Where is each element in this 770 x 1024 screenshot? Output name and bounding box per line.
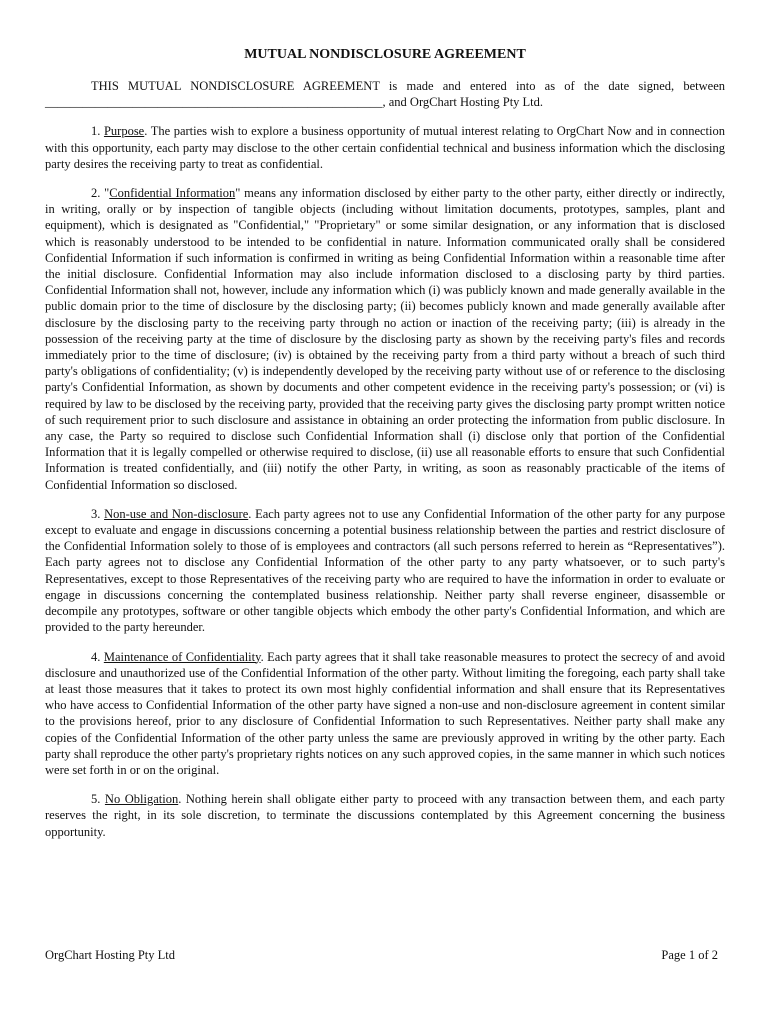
- footer-company: OrgChart Hosting Pty Ltd: [45, 948, 175, 962]
- section-body: . Each party agrees that it shall take reasonable measures to protect the secrecy of and avoid disclosure and unauthorized use of the Confidential Information of the other party. Without limiting the foregoing, each party shall take at least those measures that it takes to protect its own most highly confidential information and shall ensure that its Representatives who have access to Confidential Information of the other party have signed a non-use and non-disclosure agreement in content similar to the provisions hereof, prior to any disclosure of Confidential Information to such Representatives. Neither party shall make any copies of the Confidential Information of the other party unless the same are previously approved in writing by the other party. Each party shall reproduce the other party's proprietary rights notices on any such approved copies, in the same manner in which such notices were set forth in or on the original.: [45, 649, 725, 777]
- section-number: 2. ": [91, 186, 110, 201]
- section-heading: Non-use and Non-disclosure: [104, 506, 249, 521]
- section-body: . Nothing herein shall obligate either party to proceed with any transaction between them, and each party reserves the right, in its sole discretion, to terminate the discussions contemplated by this Agreement concerning the business opportunity.: [45, 792, 726, 839]
- section-number: 5.: [91, 792, 105, 807]
- section-no-obligation: [45, 791, 725, 840]
- section-body: " means any information disclosed by either party to the other party, either directly or indirectly, in writing, orally or by inspection of tangible objects (including without limitation documents, prototypes, samples, plant and equipment), which is designated as "Confidential," "Proprietary" or some similar designation, or any information that is disclosed which is reasonably understood to be intended to be confidential in nature. Information communicated orally shall be considered Confidential Information if such information is confirmed in writing as being Confidential Information within a reasonable time after the initial disclosure. Confidential Information may also include information disclosed to a disclosing party by third parties. Confidential Information shall not, however, include any information which (i) was publicly known and made generally available in the public domain prior to the time of disclosure by the disclosing party; (ii) becomes publicly known and made generally available after disclosure by the disclosing party to the receiving party through no action or inaction of the receiving party; (iii) is already in the possession of the receiving party at the time of disclosure by the disclosing party as shown by the receiving party's files and records immediately prior to the time of disclosure; (iv) is obtained by the receiving party from a third party without a breach of such third party's obligations of confidentiality; (v) is independently developed by the receiving party without use of or reference to the disclosing party's Confidential Information, as shown by documents and other competent evidence in the receiving party's possession; or (vi) is required by law to be disclosed by the receiving party, provided that the receiving party gives the disclosing party prompt written notice of such requirement prior to such disclosure and assistance in obtaining an order protecting the information from public disclosure. In any case, the Party so required to disclose such Confidential Information shall (i) disclose only that portion of the Confidential Information that it is legally compelled or otherwise required to disclose, (ii) use all reasonable efforts to ensure that such Confidential Information is treated confidentially, and (iii) notify the other Party, in writing, as soon as reasonably practicable of the items of Confidential Information so disclosed.: [45, 186, 725, 492]
- section-number: 4.: [91, 649, 104, 664]
- section-non-use: [45, 506, 725, 636]
- document-title: MUTUAL NONDISCLOSURE AGREEMENT: [244, 47, 526, 62]
- section-heading: Confidential Information: [109, 186, 236, 201]
- section-body: . The parties wish to explore a business opportunity of mutual interest relating to OrgChart Now and in connection with this opportunity, each party may disclose to the other certain confidential technical and business information which the disclosing party desires the receiving party to treat as confidential.: [45, 124, 726, 171]
- section-purpose: [45, 123, 725, 172]
- page-footer: [45, 947, 718, 963]
- section-heading: No Obligation: [104, 792, 179, 807]
- section-heading: Purpose: [103, 124, 145, 139]
- section-heading: Maintenance of Confidentiality: [103, 649, 261, 664]
- footer-page-number: Page 1 of 2: [661, 948, 718, 962]
- section-maintenance: [45, 649, 725, 779]
- section-confidential-information: [45, 185, 725, 493]
- section-body: . Each party agrees not to use any Confidential Information of the other party for any purpose except to evaluate and engage in discussions concerning a potential business relationship between the parties and restrict disclosure of the Confidential Information solely to those of is employees and contractors (all such persons referred to herein as “Representatives”). Each party agrees not to disclose any Confidential Information of the other party to any party whatsoever, or to such party's Representatives, except to those Representatives of the receiving party who are required to have the information in order to evaluate or engage in discussions concerning the contemplated business relationship. Neither party shall reverse engineer, disassemble or decompile any prototypes, software or other tangible objects which embody the other party's Confidential Information, and which are provided to the party hereunder.: [45, 506, 725, 635]
- section-number: 1.: [91, 124, 104, 139]
- section-number: 3.: [91, 506, 105, 521]
- intro-paragraph: THIS MUTUAL NONDISCLOSURE AGREEMENT is made and entered into as of the date signed, between ______________________________________________________, and OrgChart Hosting Pty Ltd.: [45, 79, 725, 110]
